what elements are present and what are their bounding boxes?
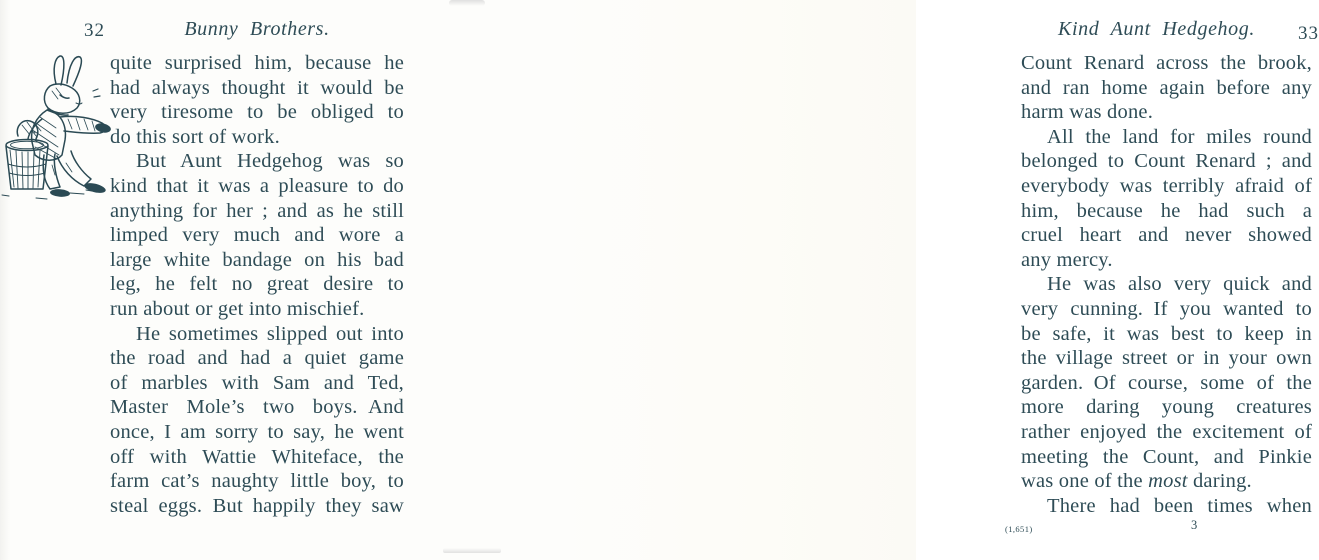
line-text: daring. [1187, 470, 1252, 493]
text-line [1021, 149, 1312, 174]
line-text: once, I am sorry to say, he went [110, 420, 404, 443]
italic-word: most [1148, 470, 1188, 493]
text-line [1021, 174, 1312, 199]
printer-signature-mark: (1,651) [1005, 524, 1033, 534]
text-line [110, 51, 404, 76]
line-text: the village street or in your own [1021, 347, 1312, 370]
text-line [1021, 76, 1312, 101]
line-text: kind that it was a pleasure to do [110, 174, 404, 197]
line-text: quite surprised him, because he [110, 52, 404, 74]
text-line [110, 395, 404, 420]
line-text: harm was done. [1021, 101, 1154, 124]
text-line [110, 76, 404, 101]
line-text: He was also very quick and [1047, 273, 1312, 296]
line-text: very tiresome to be obliged to [110, 101, 404, 124]
text-line [110, 272, 404, 297]
line-text: do this sort of work. [110, 125, 280, 148]
text-line [1021, 297, 1312, 322]
text-line [110, 445, 404, 470]
text-line [110, 469, 404, 494]
text-line [1021, 395, 1312, 420]
text-line [1021, 469, 1312, 494]
line-text: All the land for miles round [1047, 125, 1312, 148]
left-page-number: 32 [84, 20, 105, 41]
line-text: belonged to Count Renard ; and [1021, 150, 1312, 173]
text-line [110, 371, 404, 396]
text-line [1021, 223, 1312, 248]
line-text: more daring young creatures [1021, 396, 1312, 419]
text-line [110, 199, 404, 224]
line-text: garden. Of course, some of the [1021, 371, 1312, 394]
line-text: and ran home again before any [1021, 76, 1312, 99]
left-page [0, 0, 458, 560]
text-line [1021, 272, 1312, 297]
text-line [1021, 199, 1312, 224]
text-line [110, 248, 404, 273]
line-text: had always thought it would be [110, 76, 404, 99]
text-line [110, 125, 404, 150]
text-line [1021, 51, 1312, 76]
line-text: farm cat’s naughty little boy, to [110, 470, 404, 493]
line-text: very cunning. If you wanted to [1021, 297, 1312, 320]
line-text: large white bandage on his bad [110, 248, 404, 271]
text-line [1021, 371, 1312, 396]
line-text: anything for her ; and as he still [110, 199, 404, 222]
line-text: of marbles with Sam and Ted, [110, 371, 404, 394]
right-running-header: Kind Aunt Hedgehog. [1058, 18, 1255, 40]
left-text-column [110, 51, 404, 518]
text-line [110, 149, 404, 174]
text-line [1021, 445, 1312, 470]
right-page [458, 0, 1319, 560]
text-line [1021, 100, 1312, 125]
text-line [110, 322, 404, 347]
text-line [110, 174, 404, 199]
line-text: any mercy. [1021, 248, 1113, 271]
text-line [1021, 125, 1312, 150]
line-text: the road and had a quiet game [110, 347, 404, 370]
text-line [1021, 248, 1312, 273]
line-text: Master Mole’s two boys. And [110, 396, 404, 419]
line-text: everybody was terribly afraid of [1021, 174, 1312, 197]
line-text: meeting the Count, and Pinkie [1021, 445, 1312, 468]
line-text: limped very much and wore a [110, 224, 404, 247]
text-line [1021, 494, 1312, 519]
line-text: There had been times when [1047, 494, 1312, 517]
line-text: steal eggs. But happily they saw [110, 494, 404, 517]
rabbit-with-bucket-illustration [0, 52, 118, 204]
right-text-column [1021, 51, 1312, 518]
text-line [110, 100, 404, 125]
text-line [110, 223, 404, 248]
line-text: was one of the [1021, 470, 1149, 493]
text-line [110, 420, 404, 445]
text-line [1021, 420, 1312, 445]
line-text: rather enjoyed the excitement of [1021, 420, 1312, 443]
line-text: Count Renard across the brook, [1021, 52, 1312, 74]
text-line [1021, 346, 1312, 371]
left-running-header: Bunny Brothers. [184, 18, 330, 40]
line-text: him, because he had such a [1021, 199, 1312, 222]
line-text: run about or get into mischief. [110, 297, 365, 320]
line-text: cruel heart and never showed [1021, 224, 1312, 247]
right-page-number: 33 [1298, 23, 1319, 44]
text-line [110, 346, 404, 371]
text-line [110, 297, 404, 322]
text-line [110, 494, 404, 519]
line-text: leg, he felt no great desire to [110, 273, 404, 296]
gutter-shadow-top [449, 0, 485, 6]
sheet-signature-number: 3 [1191, 518, 1198, 532]
text-line [1021, 322, 1312, 347]
line-text: He sometimes slipped out into [136, 322, 404, 345]
line-text: off with Wattie Whiteface, the [110, 445, 404, 468]
gutter-shadow-bottom [443, 548, 501, 553]
line-text: But Aunt Hedgehog was so [136, 150, 404, 173]
line-text: be safe, it was best to keep in [1021, 322, 1312, 345]
